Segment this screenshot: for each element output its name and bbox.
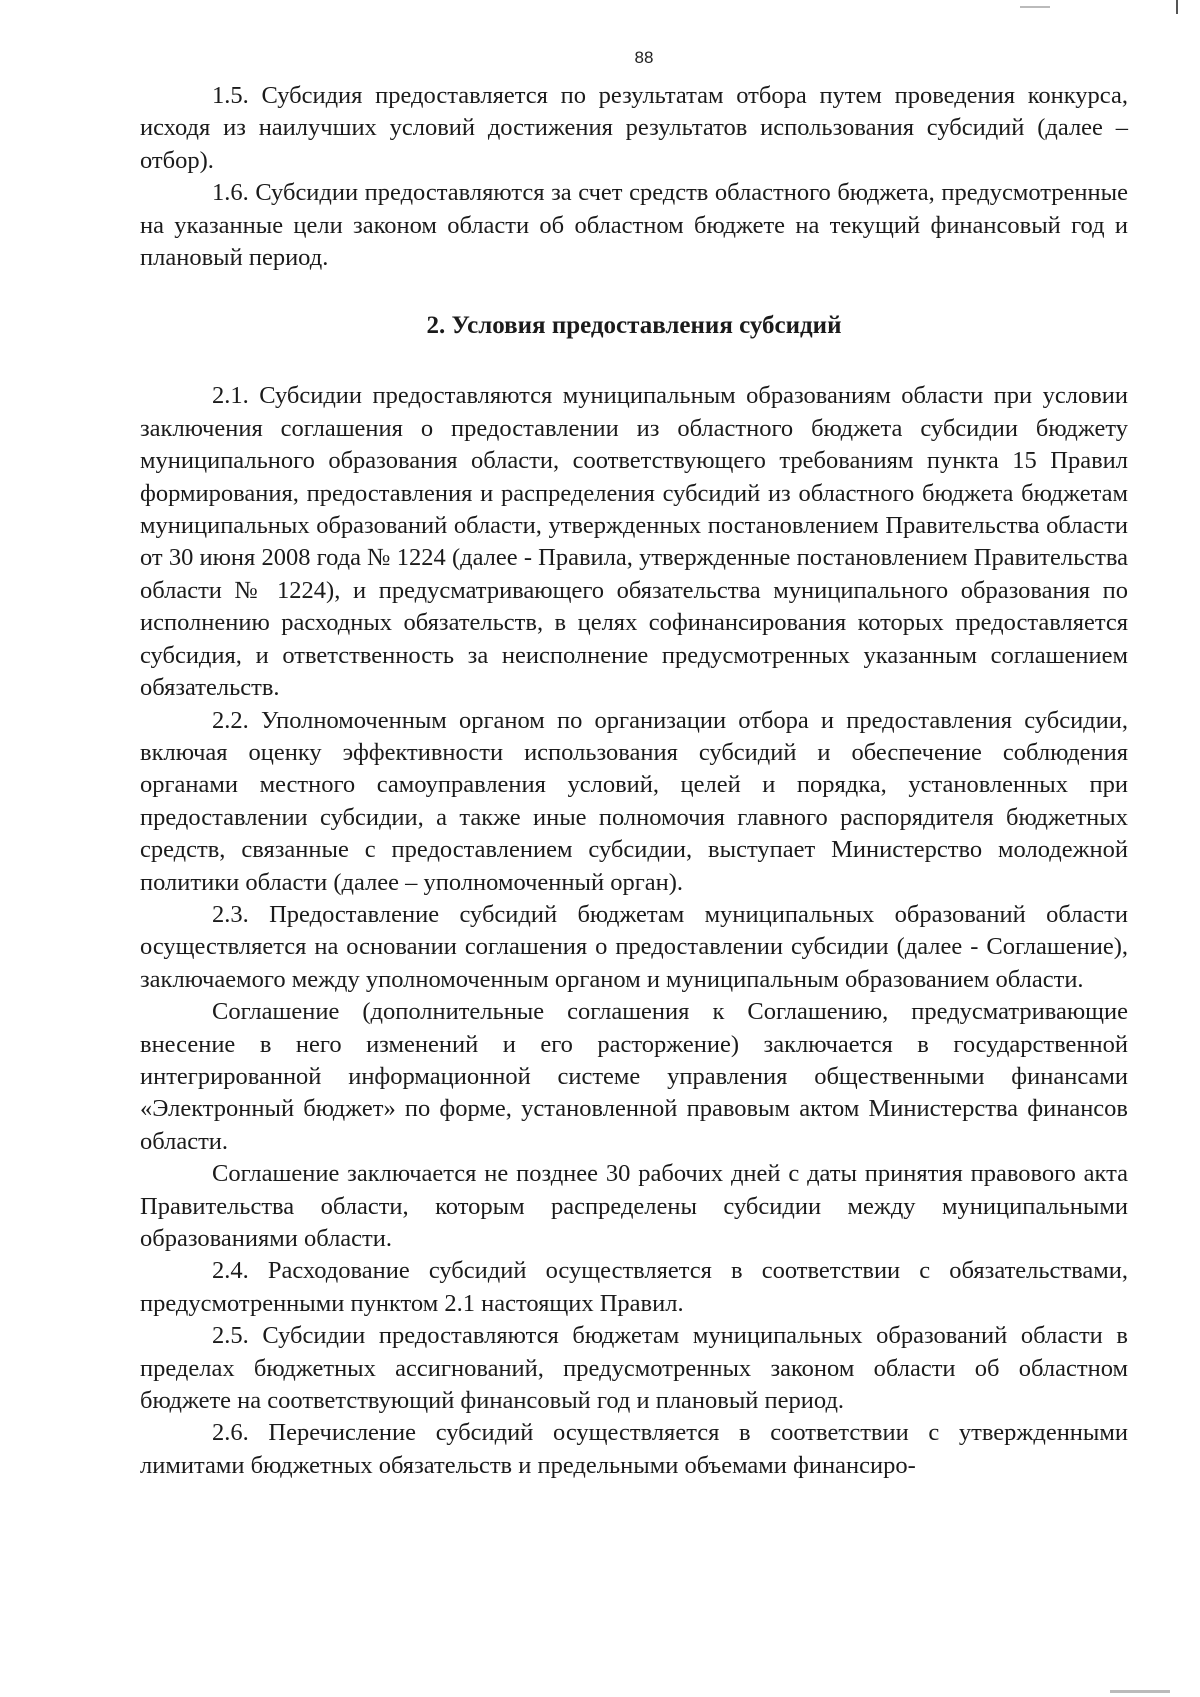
paragraph-2-1: 2.1. Субсидии предоставляются муниципальным образованиям области при условии заключения соглашения о предоставлении из областного бюджета субсидии бюджету муниципального образования области, соответствующего требованиям пункта 15 Правил формирования, предоставления и распределения субсидий из областного бюджета бюджетам муниципальных образований области, утвержденных постановлением Правительства области от 30 июня 2008 года № 1224 (далее - Правила, утвержденные постановлением Правительства области № 1224), и предусматривающего обязательства муниципального образования по исполнению расходных обязательств, в целях софинансирования которых предоставляется субсидия, и ответственность за неисполнение предусмотренных указанным соглашением обязательств. (140, 382, 1128, 702)
scan-artifact (1176, 0, 1178, 14)
scan-artifact (1110, 1690, 1170, 1693)
scan-artifact (1020, 6, 1050, 8)
paragraph-2-3-agreement-form: Соглашение (дополнительные соглашения к Соглашению, предусматривающие внесение в него изменений и его расторжение) заключается в государственной интегрированной информационной системе управления общественными финансами «Электронный бюджет» по форме, установленной правовым актом Министерства финансов области. (140, 998, 1128, 1155)
paragraph-2-4: 2.4. Расходование субсидий осуществляется в соответствии с обязательствами, предусмотренными пунктом 2.1 настоящих Правил. (140, 1257, 1128, 1317)
page-number: 88 (634, 48, 654, 67)
paragraph-2-5: 2.5. Субсидии предоставляются бюджетам муниципальных образований области в пределах бюджетных ассигнований, предусмотренных законом области об областном бюджете на соответствующий финансовый год и плановый период. (140, 1322, 1128, 1415)
section-heading: 2. Условия предоставления субсидий (426, 312, 842, 340)
paragraph-1-6: 1.6. Субсидии предоставляются за счет средств областного бюджета, предусмотренные на указанные цели законом области об областном бюджете на текущий финансовый год и плановый период. (140, 179, 1128, 272)
paragraph-2-3: 2.3. Предоставление субсидий бюджетам муниципальных образований области осуществляется на основании соглашения о предоставлении субсидии (далее - Соглашение), заключаемого между уполномоченным органом и муниципальным образованием области. (140, 900, 1128, 993)
paragraph-1-5: 1.5. Субсидия предоставляется по результатам отбора путем проведения конкурса, исходя из наилучших условий достижения результатов использования субсидий (далее – отбор). (140, 82, 1128, 174)
paragraph-2-6: 2.6. Перечисление субсидий осуществляется в соответствии с утвержденными лимитами бюджетных обязательств и предельными объемами финансиро- (140, 1419, 1128, 1479)
paragraph-2-3-agreement-deadline: Соглашение заключается не позднее 30 рабочих дней с даты принятия правового акта Правительства области, которым распределены субсидии между муниципальными образованиями области. (140, 1160, 1128, 1252)
document-body (140, 80, 1128, 1482)
paragraph-2-2: 2.2. Уполномоченным органом по организации отбора и предоставления субсидии, включая оценку эффективности использования субсидий и обеспечение соблюдения органами местного самоуправления условий, целей и порядка, установленных при предоставлении субсидии, а также иные полномочия главного распорядителя бюджетных средств, связанные с предоставлением субсидии, выступает Министерство молодежной политики области (далее – уполномоченный орган). (140, 706, 1128, 896)
